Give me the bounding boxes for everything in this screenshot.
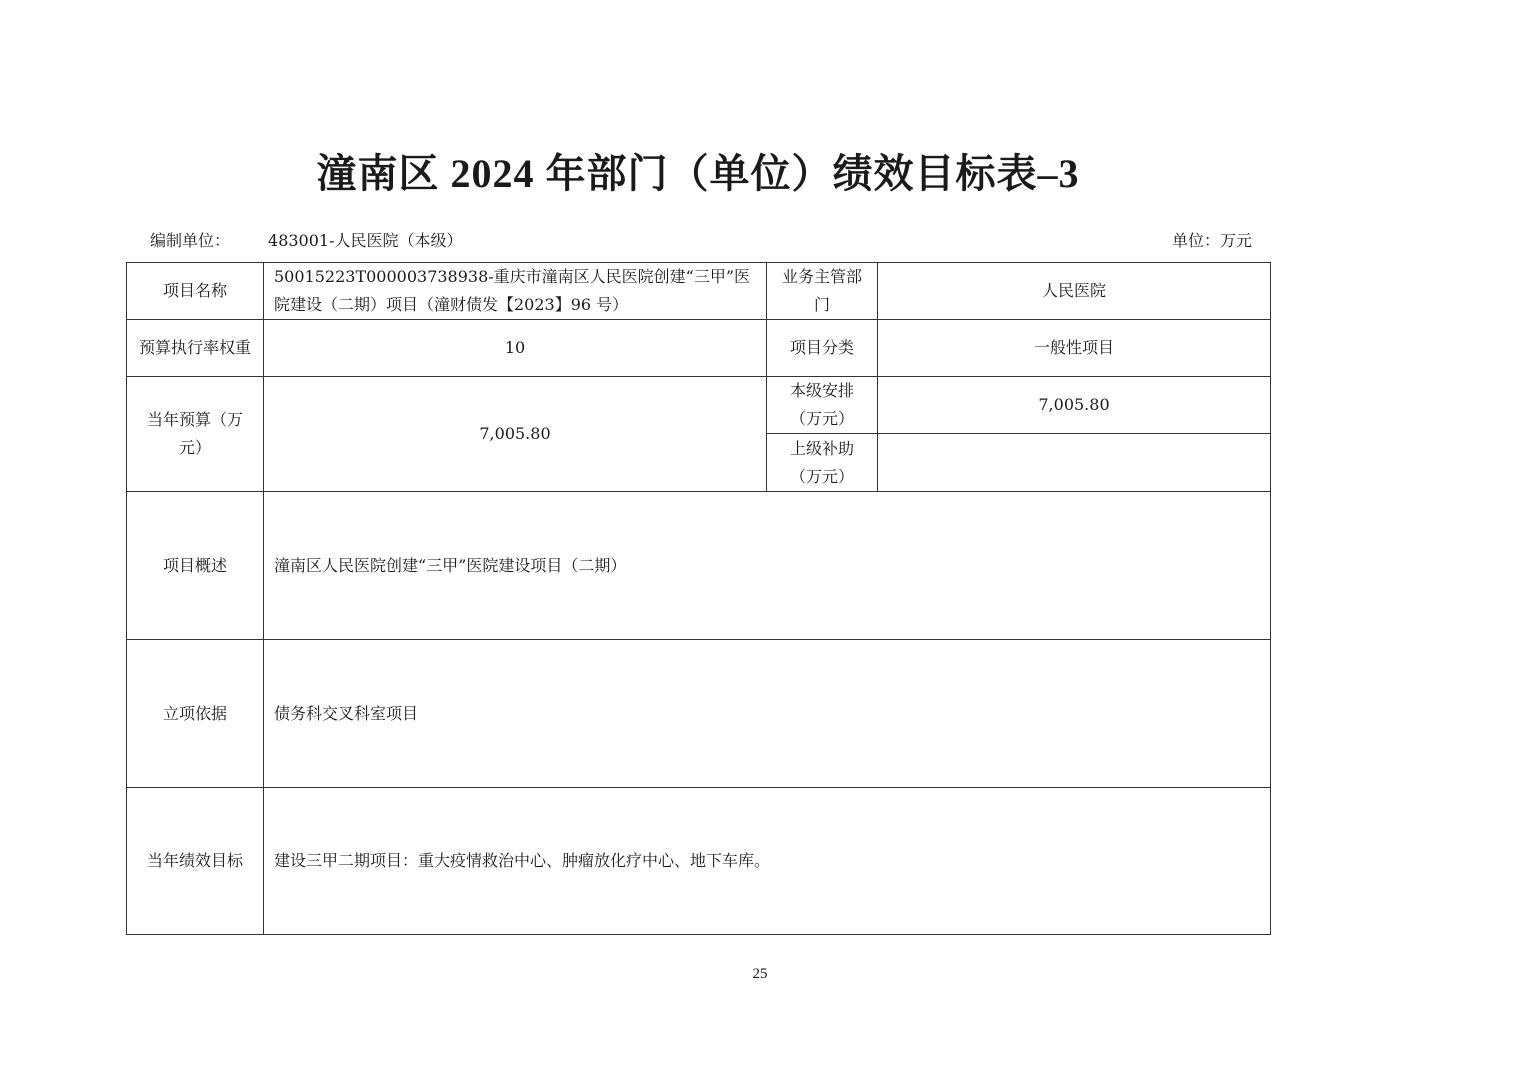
category-value: 一般性项目 (878, 320, 1271, 377)
basis-label: 立项依据 (127, 640, 264, 788)
overview-label: 项目概述 (127, 492, 264, 640)
local-arrangement-value: 7,005.80 (878, 377, 1271, 434)
basis-value: 债务科交叉科室项目 (264, 640, 1271, 788)
annual-budget-value: 7,005.80 (264, 377, 767, 492)
performance-target-table (126, 262, 1271, 935)
category-label: 项目分类 (767, 320, 878, 377)
dept-label: 业务主管部门 (767, 263, 878, 320)
project-name-label: 项目名称 (127, 263, 264, 320)
overview-value: 潼南区人民医院创建“三甲”医院建设项目（二期） (264, 492, 1271, 640)
currency-unit: 单位：万元 (1172, 231, 1253, 250)
page-number: 25 (752, 966, 768, 982)
annual-goal-value: 建设三甲二期项目：重大疫情救治中心、肿瘤放化疗中心、地下车库。 (264, 788, 1271, 935)
table-row (127, 377, 1271, 434)
annual-goal-label: 当年绩效目标 (127, 788, 264, 935)
table-row (127, 320, 1271, 377)
superior-subsidy-value (878, 434, 1271, 492)
budget-weight-value: 10 (264, 320, 767, 377)
budget-weight-label: 预算执行率权重 (127, 320, 264, 377)
superior-subsidy-label: 上级补助（万元） (767, 434, 878, 492)
dept-value: 人民医院 (878, 263, 1271, 320)
table-row (127, 263, 1271, 320)
project-name-value: 50015223T000003738938-重庆市潼南区人民医院创建“三甲”医院建设（二期）项目（潼财债发【2023】96 号） (264, 263, 767, 320)
table-row (127, 492, 1271, 640)
table-row (127, 788, 1271, 935)
table-row (127, 640, 1271, 788)
compile-unit (150, 228, 463, 251)
annual-budget-label: 当年预算（万元） (127, 377, 264, 492)
compile-unit-value: 483001-人民医院（本级） (268, 231, 463, 250)
compile-unit-label: 编制单位： (150, 231, 231, 250)
page-title: 潼南区 2024 年部门（单位）绩效目标表–3 (316, 151, 1080, 196)
local-arrangement-label: 本级安排（万元） (767, 377, 878, 434)
